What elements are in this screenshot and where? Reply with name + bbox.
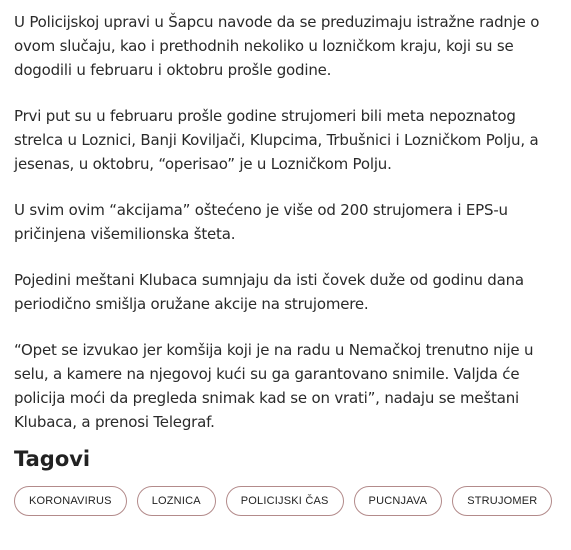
tag-loznica[interactable]: LOZNICA <box>137 486 216 516</box>
article-body <box>14 10 564 456</box>
article-paragraph: “Opet se izvukao jer komšija koji je na radu u Nemačkoj trenutno nije u selu, a kamere na njegovoj kući su ga garantovano snimile. Valjda će policija moći da pregleda snimak kad se on vrati”, nadaju se meštani Klubaca, a prenosi Telegraf. <box>14 341 534 431</box>
article-paragraph: U svim ovim “akcijama” oštećeno je više od 200 strujomera i EPS-u pričinjena višemilionska šteta. <box>14 201 508 243</box>
tag-policijski-cas[interactable]: POLICIJSKI ČAS <box>226 486 344 516</box>
tag-koronavirus[interactable]: KORONAVIRUS <box>14 486 127 516</box>
article-paragraph: Pojedini meštani Klubaca sumnjaju da isti čovek duže od godinu dana periodično smišlja oružane akcije na strujomere. <box>14 271 524 313</box>
tag-pucnjava[interactable]: PUCNJAVA <box>354 486 443 516</box>
article-paragraph: Prvi put su u februaru prošle godine strujomeri bili meta nepoznatog strelca u Loznici, Banji Koviljači, Klupcima, Trbušnici i Lozničkom Polju, a jesenas, u oktobru, “operisao” je u Lozničkom Polju. <box>14 107 539 173</box>
tags-heading: Tagovi <box>14 447 91 471</box>
tag-strujomer[interactable]: STRUJOMER <box>452 486 552 516</box>
tag-list <box>14 486 552 516</box>
article-paragraph: U Policijskoj upravi u Šapcu navode da se preduzimaju istražne radnje o ovom slučaju, kao i prethodnih nekoliko u lozničkom kraju, koji su se dogodili u februaru i oktobru prošle godine. <box>14 13 540 79</box>
